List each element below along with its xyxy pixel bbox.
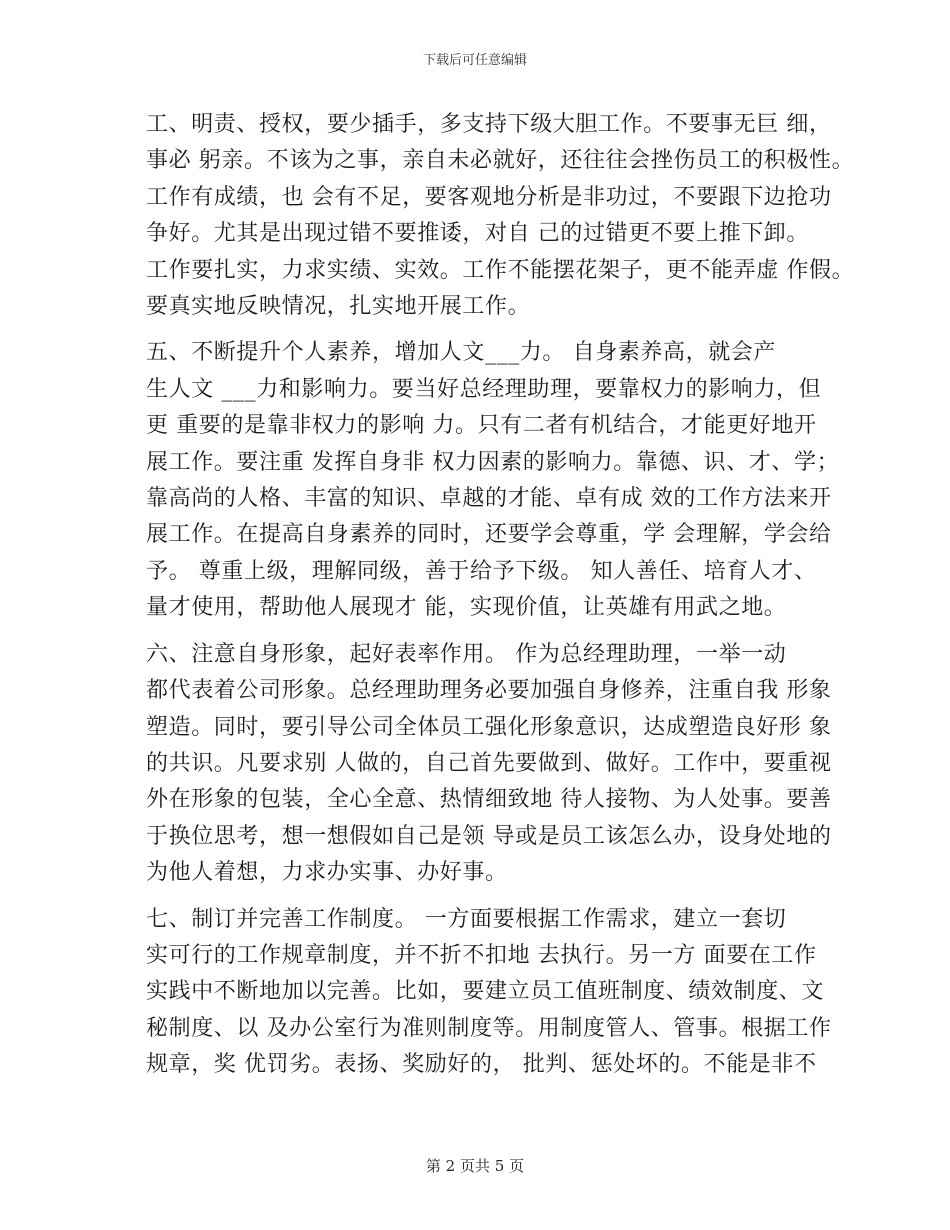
text-line: 都代表着公司形象。总经理助理务必要加强自身修养，注重自我 形象 xyxy=(146,678,832,704)
text-line: 量才使用，帮助他人展现才 能，实现价值，让英雄有用武之地。 xyxy=(146,595,787,621)
text-line: 更 重要的是靠非权力的影响 力。只有二者有机结合，才能更好地开 xyxy=(146,413,817,439)
text-line: 靠高尚的人格、丰富的知识、卓越的才能、卓有成 效的工作方法来开 xyxy=(146,486,832,512)
text-line: 生人文 ___力和影响力。要当好总经理助理，要靠权力的影响力，但 xyxy=(146,376,822,402)
page-header: 下载后可任意编辑 xyxy=(422,53,527,68)
text-line: 秘制度、以 及办公室行为准则制度等。用制度管人、管事。根据工作 xyxy=(146,1015,832,1041)
text-line: 事必 躬亲。不该为之事，亲自未必就好，还往往会挫伤员工的积极性。 xyxy=(146,148,855,174)
text-line: 要真实地反映情况，扎实地开展工作。 xyxy=(146,294,531,320)
text-line: 展工作。在提高自身素养的同时，还要学会尊重，学 会理解，学会给 xyxy=(146,522,832,548)
paragraph-heading-line: 七、制订并完善工作制度。 一方面要根据工作需求，建立一套切 xyxy=(146,906,787,932)
text-line: 于换位思考，想一想假如自己是领 导或是员工该怎么办，设身处地的 xyxy=(146,823,832,849)
paragraph-heading-line: 五、不断提升个人素养，增加人文___力。 自身素养高，就会产 xyxy=(146,340,776,366)
text-line: 争好。尤其是出现过错不要推诿，对自 己的过错更不要上推下卸。 xyxy=(146,221,809,247)
text-line: 工、明责、授权，要少插手，多支持下级大胆工作。不要事无巨 细， xyxy=(146,112,832,137)
text-line: 予。 尊重上级，理解同级，善于给予下级。 知人善任、培育人才、 xyxy=(146,558,817,584)
text-line: 工作有成绩，也 会有不足，要客观地分析是非功过，不要跟下边抢功 xyxy=(146,184,832,210)
text-line: 实可行的工作规章制度，并不折不扣地 去执行。另一方 面要在工作 xyxy=(146,942,817,968)
text-line: 实践中不断地加以完善。比如，要建立员工值班制度、绩效制度、文 xyxy=(146,979,825,1005)
document-body xyxy=(146,107,855,1084)
text-line: 规章，奖 优罚劣。表扬、奖励好的， 批判、惩处坏的。不能是非不 xyxy=(146,1052,817,1078)
text-line: 的共识。凡要求别 人做的，自己首先要做到、做好。工作中，要重视 xyxy=(146,750,832,776)
text-line: 塑造。同时，要引导公司全体员工强化形象意识，达成塑造良好形 象 xyxy=(146,714,832,740)
text-line: 展工作。要注重 发挥自身非 权力因素的影响力。靠德、识、才、学； xyxy=(146,449,840,475)
text-line: 为他人着想，力求办实事、办好事。 xyxy=(146,860,508,886)
paragraph-heading-line: 六、注意自身形象，起好表率作用。 作为总经理助理，一举一动 xyxy=(146,641,787,667)
text-line: 工作要扎实，力求实绩、实效。工作不能摆花架子，更不能弄虚 作假。 xyxy=(146,257,855,283)
text-line: 外在形象的包装，全心全意、热情细致地 待人接物、为人处事。要善 xyxy=(146,787,832,813)
page-number-footer: 第 2 页共 5 页 xyxy=(425,1157,525,1175)
